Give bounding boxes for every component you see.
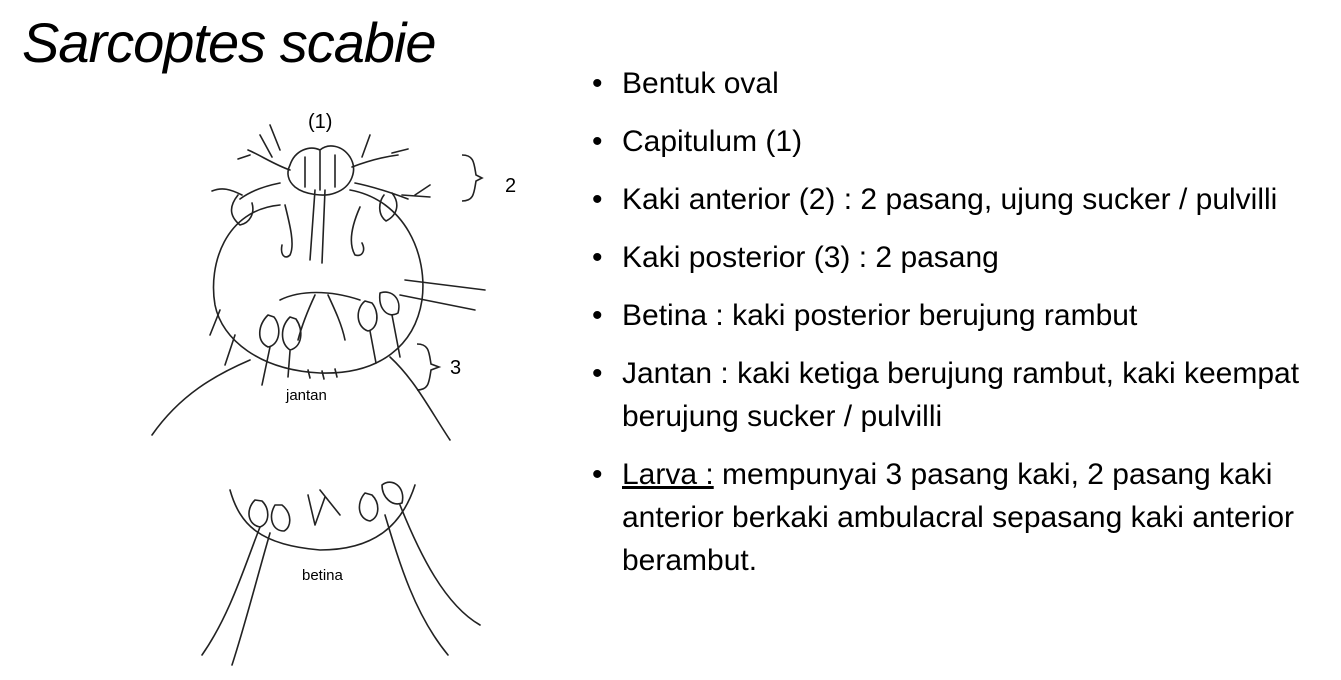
bullet-item: [590, 120, 1310, 163]
bullet-text: Jantan : kaki ketiga berujung rambut, kaki keempat berujung sucker / pulvilli: [622, 357, 1300, 433]
female-body-outline: [230, 485, 415, 550]
bullet-text: Betina : kaki posterior berujung rambut: [622, 299, 1138, 332]
bullet-item: [590, 236, 1310, 279]
anterior-brace: [460, 153, 500, 203]
bullet-item: [590, 178, 1310, 221]
label-anterior-legs: 2: [505, 175, 517, 197]
label-female: betina: [302, 567, 343, 584]
larva-label: Larva :: [622, 458, 714, 491]
label-posterior-legs: 3: [450, 357, 462, 379]
bullet-text: Capitulum (1): [622, 125, 803, 158]
bullet-item: [590, 453, 1310, 582]
bullet-text: Bentuk oval: [622, 67, 779, 100]
bullet-list: [590, 62, 1310, 597]
label-male: jantan: [286, 387, 327, 404]
slide-title: Sarcoptes scabie: [22, 11, 436, 74]
bullet-text: Kaki posterior (3) : 2 pasang: [622, 241, 999, 274]
posterior-brace: [415, 342, 455, 392]
bullet-item: [590, 352, 1310, 438]
mite-illustration: [130, 95, 530, 675]
bullet-item: [590, 62, 1310, 105]
bullet-text: mempunyai 3 pasang kaki, 2 pasang kaki anterior berkaki ambulacral sepasang kaki anterior berambut.: [622, 458, 1295, 577]
label-capitulum: (1): [308, 111, 333, 133]
bullet-text: Kaki anterior (2) : 2 pasang, ujung sucker / pulvilli: [622, 183, 1278, 216]
bullet-item: [590, 294, 1310, 337]
